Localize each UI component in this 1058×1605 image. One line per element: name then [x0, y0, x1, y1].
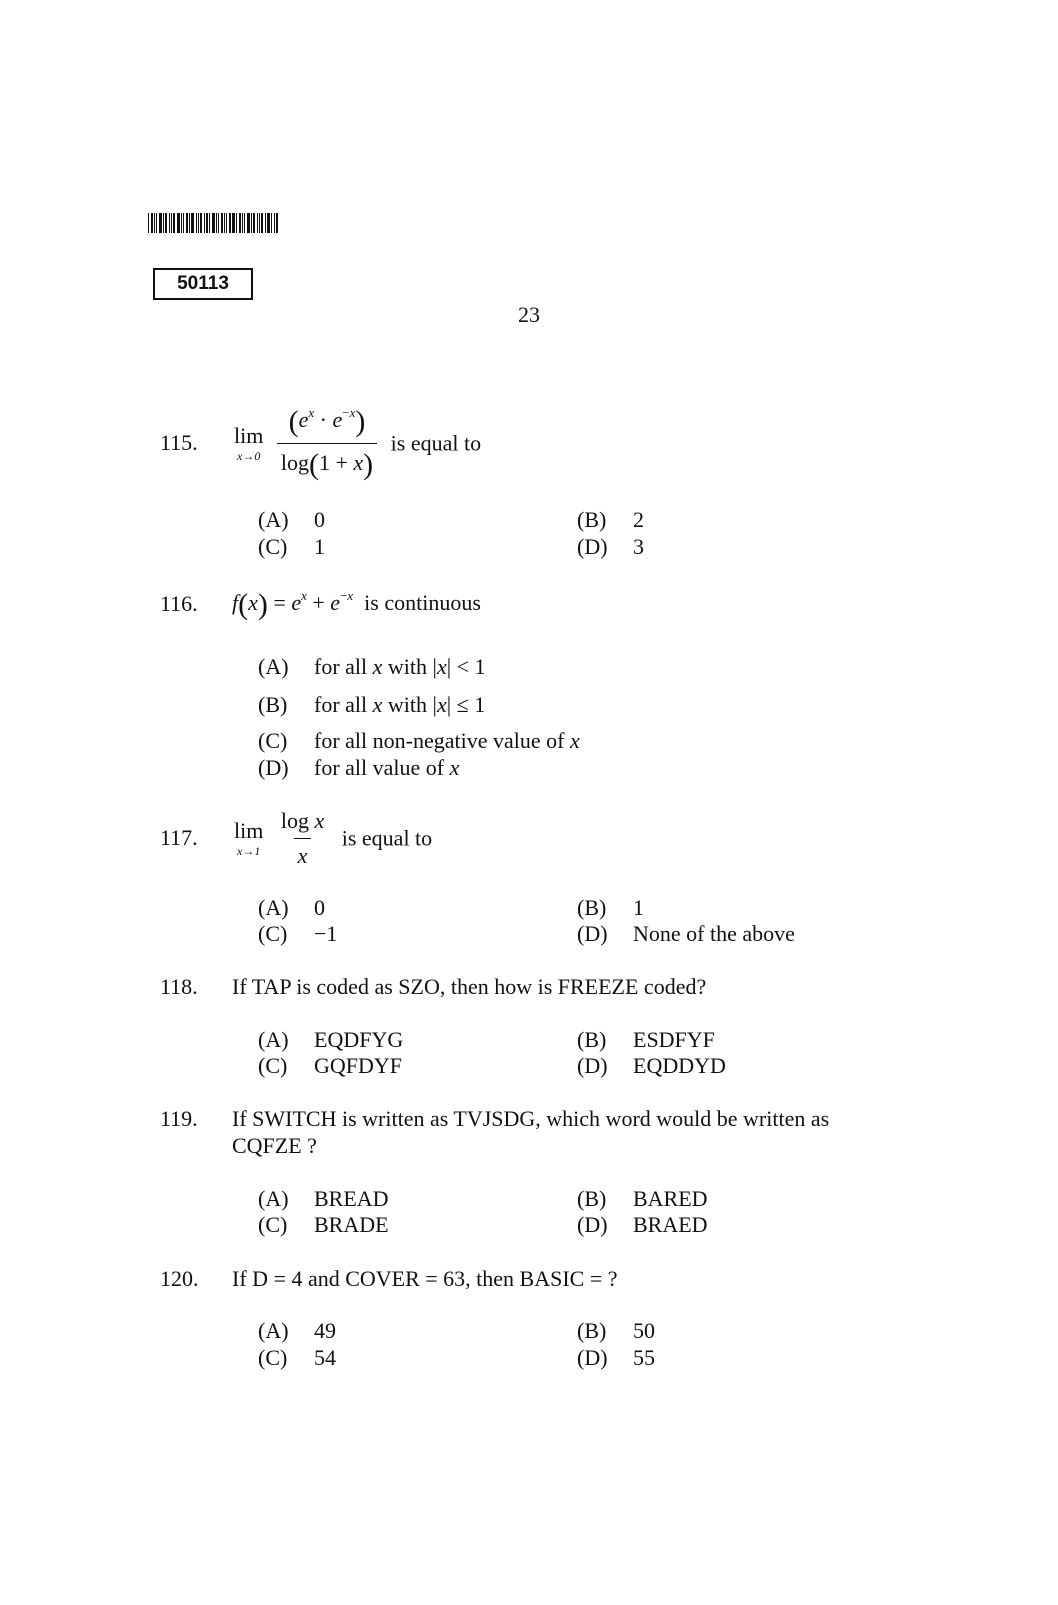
fraction: [277, 405, 377, 482]
option-c[interactable]: (C) −1: [258, 921, 338, 946]
question-number: 115.: [160, 430, 198, 455]
question-number: 116.: [160, 591, 198, 616]
option-a[interactable]: (A) BREAD: [258, 1186, 389, 1211]
option-b[interactable]: (B) for all x with |x| ≤ 1: [258, 692, 486, 717]
paper-code: 50113: [177, 273, 229, 294]
question-119-stem-line1: If SWITCH is written as TVJSDG, which word would be written as: [232, 1106, 830, 1131]
option-c[interactable]: (C) BRADE: [258, 1212, 389, 1237]
option-a[interactable]: (A) 49: [258, 1318, 336, 1343]
stem-suffix: is equal to: [341, 825, 433, 851]
question-number: 119.: [160, 1106, 198, 1131]
question-120-stem: If D = 4 and COVER = 63, then BASIC = ?: [232, 1266, 618, 1291]
page-number: 23: [518, 302, 540, 327]
denominator: x: [294, 838, 312, 869]
option-a[interactable]: (A) 0: [258, 507, 325, 532]
numerator: log x: [280, 808, 325, 833]
numerator: $(e^x \cdot e^{-x})$: [288, 405, 366, 438]
option-b[interactable]: (B) ESDFYF: [577, 1027, 715, 1052]
option-a[interactable]: (A) for all x with |x| < 1: [258, 654, 486, 679]
option-b[interactable]: (B) 50: [577, 1318, 655, 1343]
option-d[interactable]: (D) BRAED: [577, 1212, 708, 1237]
stem-suffix: is equal to: [390, 430, 482, 456]
option-b[interactable]: (B) 2: [577, 507, 644, 532]
barcode: [148, 213, 293, 233]
option-d[interactable]: (D) 3: [577, 534, 644, 559]
option-d[interactable]: (D) 55: [577, 1345, 655, 1370]
option-c[interactable]: (C) GQFDYF: [258, 1053, 403, 1078]
question-116-stem: [232, 588, 481, 622]
limit-operator: lim x→1: [234, 818, 264, 858]
option-c[interactable]: (C) 1: [258, 534, 325, 559]
question-number: 117.: [160, 825, 198, 850]
option-a[interactable]: (A) EQDFYG: [258, 1027, 404, 1052]
question-number: 118.: [160, 974, 198, 999]
stem-suffix: is continuous: [364, 590, 481, 615]
option-d[interactable]: (D) EQDDYD: [577, 1053, 726, 1078]
question-118-stem: If TAP is coded as SZO, then how is FREEZE coded?: [232, 974, 707, 999]
option-c[interactable]: (C) 54: [258, 1345, 336, 1370]
denominator: log(1 + x): [277, 443, 377, 482]
question-119-stem-line2: CQFZE ?: [232, 1133, 317, 1158]
option-c[interactable]: (C) for all non-negative value of x: [258, 728, 580, 753]
option-b[interactable]: (B) 1: [577, 895, 644, 920]
option-d[interactable]: (D) None of the above: [577, 921, 795, 946]
function-expression: $f(x) = e^x + e^{-x}$: [232, 588, 354, 621]
option-a[interactable]: (A) 0: [258, 895, 325, 920]
question-number: 120.: [160, 1266, 199, 1291]
question-117-stem: [234, 808, 432, 869]
limit-operator: lim x→0: [234, 423, 264, 463]
question-115-stem: [234, 405, 481, 482]
option-b[interactable]: (B) BARED: [577, 1186, 708, 1211]
fraction: [277, 808, 328, 869]
option-d[interactable]: (D) for all value of x: [258, 755, 460, 780]
paper-code-box: [153, 268, 253, 300]
